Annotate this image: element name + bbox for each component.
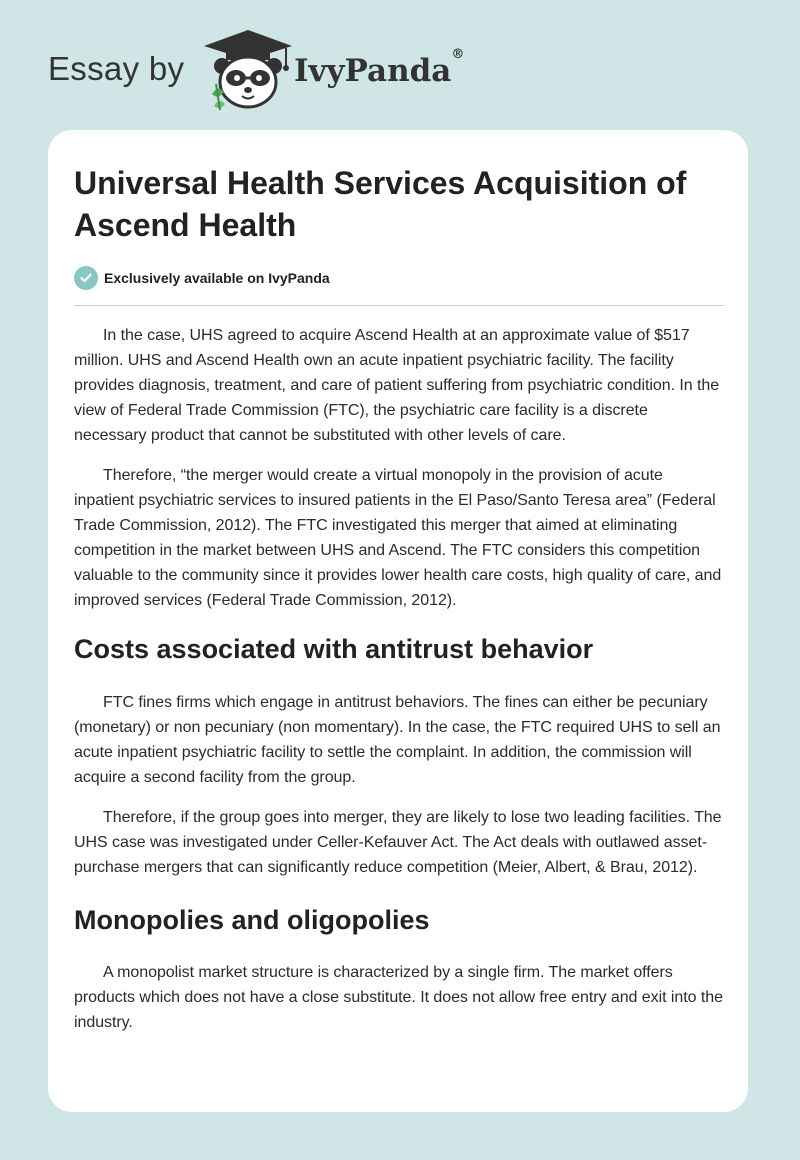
site-header <box>48 28 568 118</box>
ivypanda-logo-icon[interactable] <box>202 28 294 112</box>
paragraph: Therefore, “the merger would create a virtual monopoly in the provision of acute inpatient psychiatric services to insured patients in the El Paso/Santo Teresa area” (Federal Trade Commission, 2012). The FTC investigated this merger that aimed at eliminating competition in the market between UHS and Ascend. The FTC considers this competition valuable to the community since it provides lower health care costs, high quality of care, and improved services (Federal Trade Commission, 2012). <box>74 467 722 609</box>
check-circle-icon <box>74 266 98 290</box>
paragraph: FTC fines firms which engage in antitrust behaviors. The fines can either be pecuniary (monetary) or non pecuniary (non momentary). In the case, the FTC required UHS to sell an acute inpatient psychiatric facility to settle the complaint. In addition, the commission will acquire a second facility from the group. <box>74 694 721 786</box>
section-heading: Monopolies and oligopolies <box>74 905 430 935</box>
badge-label: Exclusively available on IvyPanda <box>104 270 330 286</box>
divider <box>74 305 724 306</box>
section-heading: Costs associated with antitrust behavior <box>74 634 594 664</box>
essay-card <box>48 130 748 1112</box>
page-title: Universal Health Services Acquisition of Ascend Health <box>74 165 687 243</box>
paragraph: A monopolist market structure is characterized by a single firm. The market offers products which does not have a close substitute. It does not allow free entry and exit into the industry. <box>74 964 723 1031</box>
brand-prefix: Essay by <box>48 50 185 87</box>
paragraph: Therefore, if the group goes into merger, they are likely to lose two leading facilities. The UHS case was investigated under Celler-Kefauver Act. The Act deals with outlawed asset-purchase mergers that can significantly reduce competition (Meier, Albert, & Brau, 2012). <box>74 809 722 876</box>
brand-name[interactable]: IvyPanda® <box>294 46 465 89</box>
paragraph: In the case, UHS agreed to acquire Ascend Health at an approximate value of $517 million. UHS and Ascend Health own an acute inpatient psychiatric facility. The facility provides diagnosis, treatment, and care of patient suffering from psychiatric condition. In the view of Federal Trade Commission (FTC), the psychiatric care facility is a discrete necessary product that cannot be substituted with other levels of care. <box>74 327 720 444</box>
exclusive-badge <box>74 264 724 292</box>
essay-content <box>74 162 724 1035</box>
